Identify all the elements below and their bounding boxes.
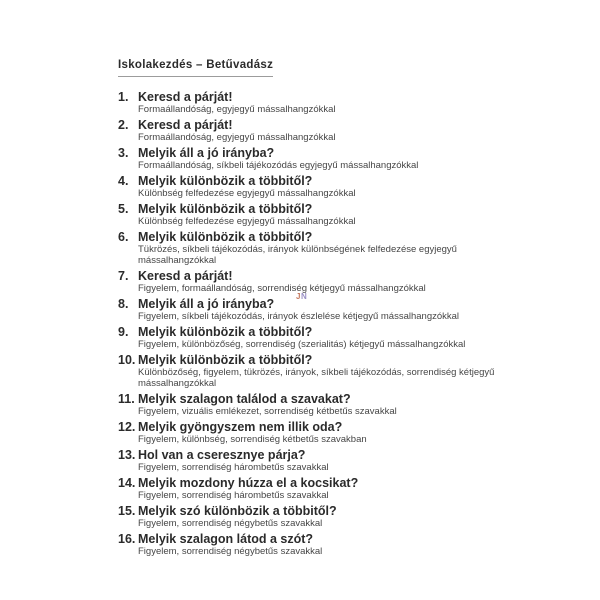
item-number: 7. bbox=[118, 269, 129, 283]
item-description: Figyelem, sorrendiség hárombetűs szavakkal bbox=[138, 490, 329, 501]
item-question: Melyik szalagon látod a szót? bbox=[138, 532, 314, 546]
list-item bbox=[118, 532, 530, 557]
item-number: 12. bbox=[118, 420, 136, 434]
item-number: 8. bbox=[118, 297, 129, 311]
list-item bbox=[118, 90, 530, 115]
list-item bbox=[118, 353, 530, 389]
item-number: 9. bbox=[118, 325, 129, 339]
item-description: Tükrözés, síkbeli tájékozódás, irányok különbségének felfedezése egyjegyű mássalhangzókkal bbox=[138, 244, 457, 266]
item-question: Hol van a cseresznye párja? bbox=[138, 448, 306, 462]
item-number: 4. bbox=[118, 174, 129, 188]
item-description: Figyelem, formaállandóság, sorrendiség kétjegyű mássalhangzókkal bbox=[138, 283, 426, 294]
item-question: Keresd a párját! bbox=[138, 118, 233, 132]
item-content bbox=[138, 230, 528, 266]
list-item bbox=[118, 392, 530, 417]
item-number: 10. bbox=[118, 353, 136, 367]
item-description: Figyelem, síkbeli tájékozódás, irányok észlelése kétjegyű mássalhangzókkal bbox=[138, 311, 460, 322]
watermark-letter-j: J bbox=[296, 292, 301, 301]
item-content bbox=[138, 297, 528, 322]
item-content bbox=[138, 504, 528, 529]
item-question: Melyik különbözik a többitől? bbox=[138, 325, 313, 339]
item-question: Keresd a párját! bbox=[138, 90, 233, 104]
item-number: 13. bbox=[118, 448, 136, 462]
item-question: Melyik különbözik a többitől? bbox=[138, 230, 313, 244]
exercise-list bbox=[118, 90, 530, 557]
watermark bbox=[296, 293, 307, 301]
item-number: 3. bbox=[118, 146, 129, 160]
item-description: Figyelem, különbség, sorrendiség kétbetűs szavakban bbox=[138, 434, 367, 445]
list-item bbox=[118, 448, 530, 473]
item-description: Figyelem, vizuális emlékezet, sorrendiség kétbetűs szavakkal bbox=[138, 406, 397, 417]
list-item bbox=[118, 269, 530, 294]
item-number: 16. bbox=[118, 532, 136, 546]
item-description: Figyelem, különbözőség, sorrendiség (szerialitás) kétjegyű mássalhangzókkal bbox=[138, 339, 466, 350]
list-item bbox=[118, 118, 530, 143]
item-number: 14. bbox=[118, 476, 136, 490]
item-content bbox=[138, 392, 528, 417]
item-content bbox=[138, 353, 528, 389]
item-question: Melyik gyöngyszem nem illik oda? bbox=[138, 420, 343, 434]
item-content bbox=[138, 202, 528, 227]
item-question: Keresd a párját! bbox=[138, 269, 233, 283]
item-content bbox=[138, 174, 528, 199]
item-content bbox=[138, 146, 528, 171]
item-description: Figyelem, sorrendiség hárombetűs szavakkal bbox=[138, 462, 329, 473]
item-content bbox=[138, 269, 528, 294]
item-description: Formaállandóság, síkbeli tájékozódás egyjegyű mássalhangzókkal bbox=[138, 160, 419, 171]
item-content bbox=[138, 118, 528, 143]
item-question: Melyik szó különbözik a többitől? bbox=[138, 504, 337, 518]
list-item bbox=[118, 202, 530, 227]
item-question: Melyik különbözik a többitől? bbox=[138, 174, 313, 188]
item-number: 11. bbox=[118, 392, 135, 406]
watermark-letter-n: N bbox=[300, 292, 308, 301]
page-title: Iskolakezdés – Betűvadász bbox=[118, 59, 273, 77]
item-description: Figyelem, sorrendiség négybetűs szavakkal bbox=[138, 546, 323, 557]
item-number: 5. bbox=[118, 202, 129, 216]
list-item bbox=[118, 420, 530, 445]
list-item bbox=[118, 476, 530, 501]
list-item bbox=[118, 504, 530, 529]
item-number: 2. bbox=[118, 118, 129, 132]
item-content bbox=[138, 448, 528, 473]
item-number: 6. bbox=[118, 230, 129, 244]
list-item bbox=[118, 174, 530, 199]
item-description: Különbség felfedezése egyjegyű mássalhangzókkal bbox=[138, 188, 356, 199]
item-content bbox=[138, 532, 528, 557]
item-content bbox=[138, 476, 528, 501]
list-item bbox=[118, 325, 530, 350]
item-question: Melyik szalagon találod a szavakat? bbox=[138, 392, 351, 406]
item-question: Melyik különbözik a többitől? bbox=[138, 202, 313, 216]
item-content bbox=[138, 420, 528, 445]
item-number: 1. bbox=[118, 90, 129, 104]
list-item bbox=[118, 230, 530, 266]
item-question: Melyik mozdony húzza el a kocsikat? bbox=[138, 476, 359, 490]
item-question: Melyik áll a jó irányba? bbox=[138, 146, 275, 160]
item-number: 15. bbox=[118, 504, 136, 518]
list-item bbox=[118, 297, 530, 322]
item-description: Különbözőség, figyelem, tükrözés, irányok, síkbeli tájékozódás, sorrendiség kétjegyű mássalhangzókkal bbox=[138, 367, 495, 389]
item-question: Melyik különbözik a többitől? bbox=[138, 353, 313, 367]
item-description: Figyelem, sorrendiség négybetűs szavakkal bbox=[138, 518, 323, 529]
item-question: Melyik áll a jó irányba? bbox=[138, 297, 275, 311]
item-description: Formaállandóság, egyjegyű mássalhangzókkal bbox=[138, 104, 336, 115]
item-content bbox=[138, 325, 528, 350]
item-description: Különbség felfedezése egyjegyű mássalhangzókkal bbox=[138, 216, 356, 227]
item-description: Formaállandóság, egyjegyű mássalhangzókkal bbox=[138, 132, 336, 143]
item-content bbox=[138, 90, 528, 115]
list-item bbox=[118, 146, 530, 171]
